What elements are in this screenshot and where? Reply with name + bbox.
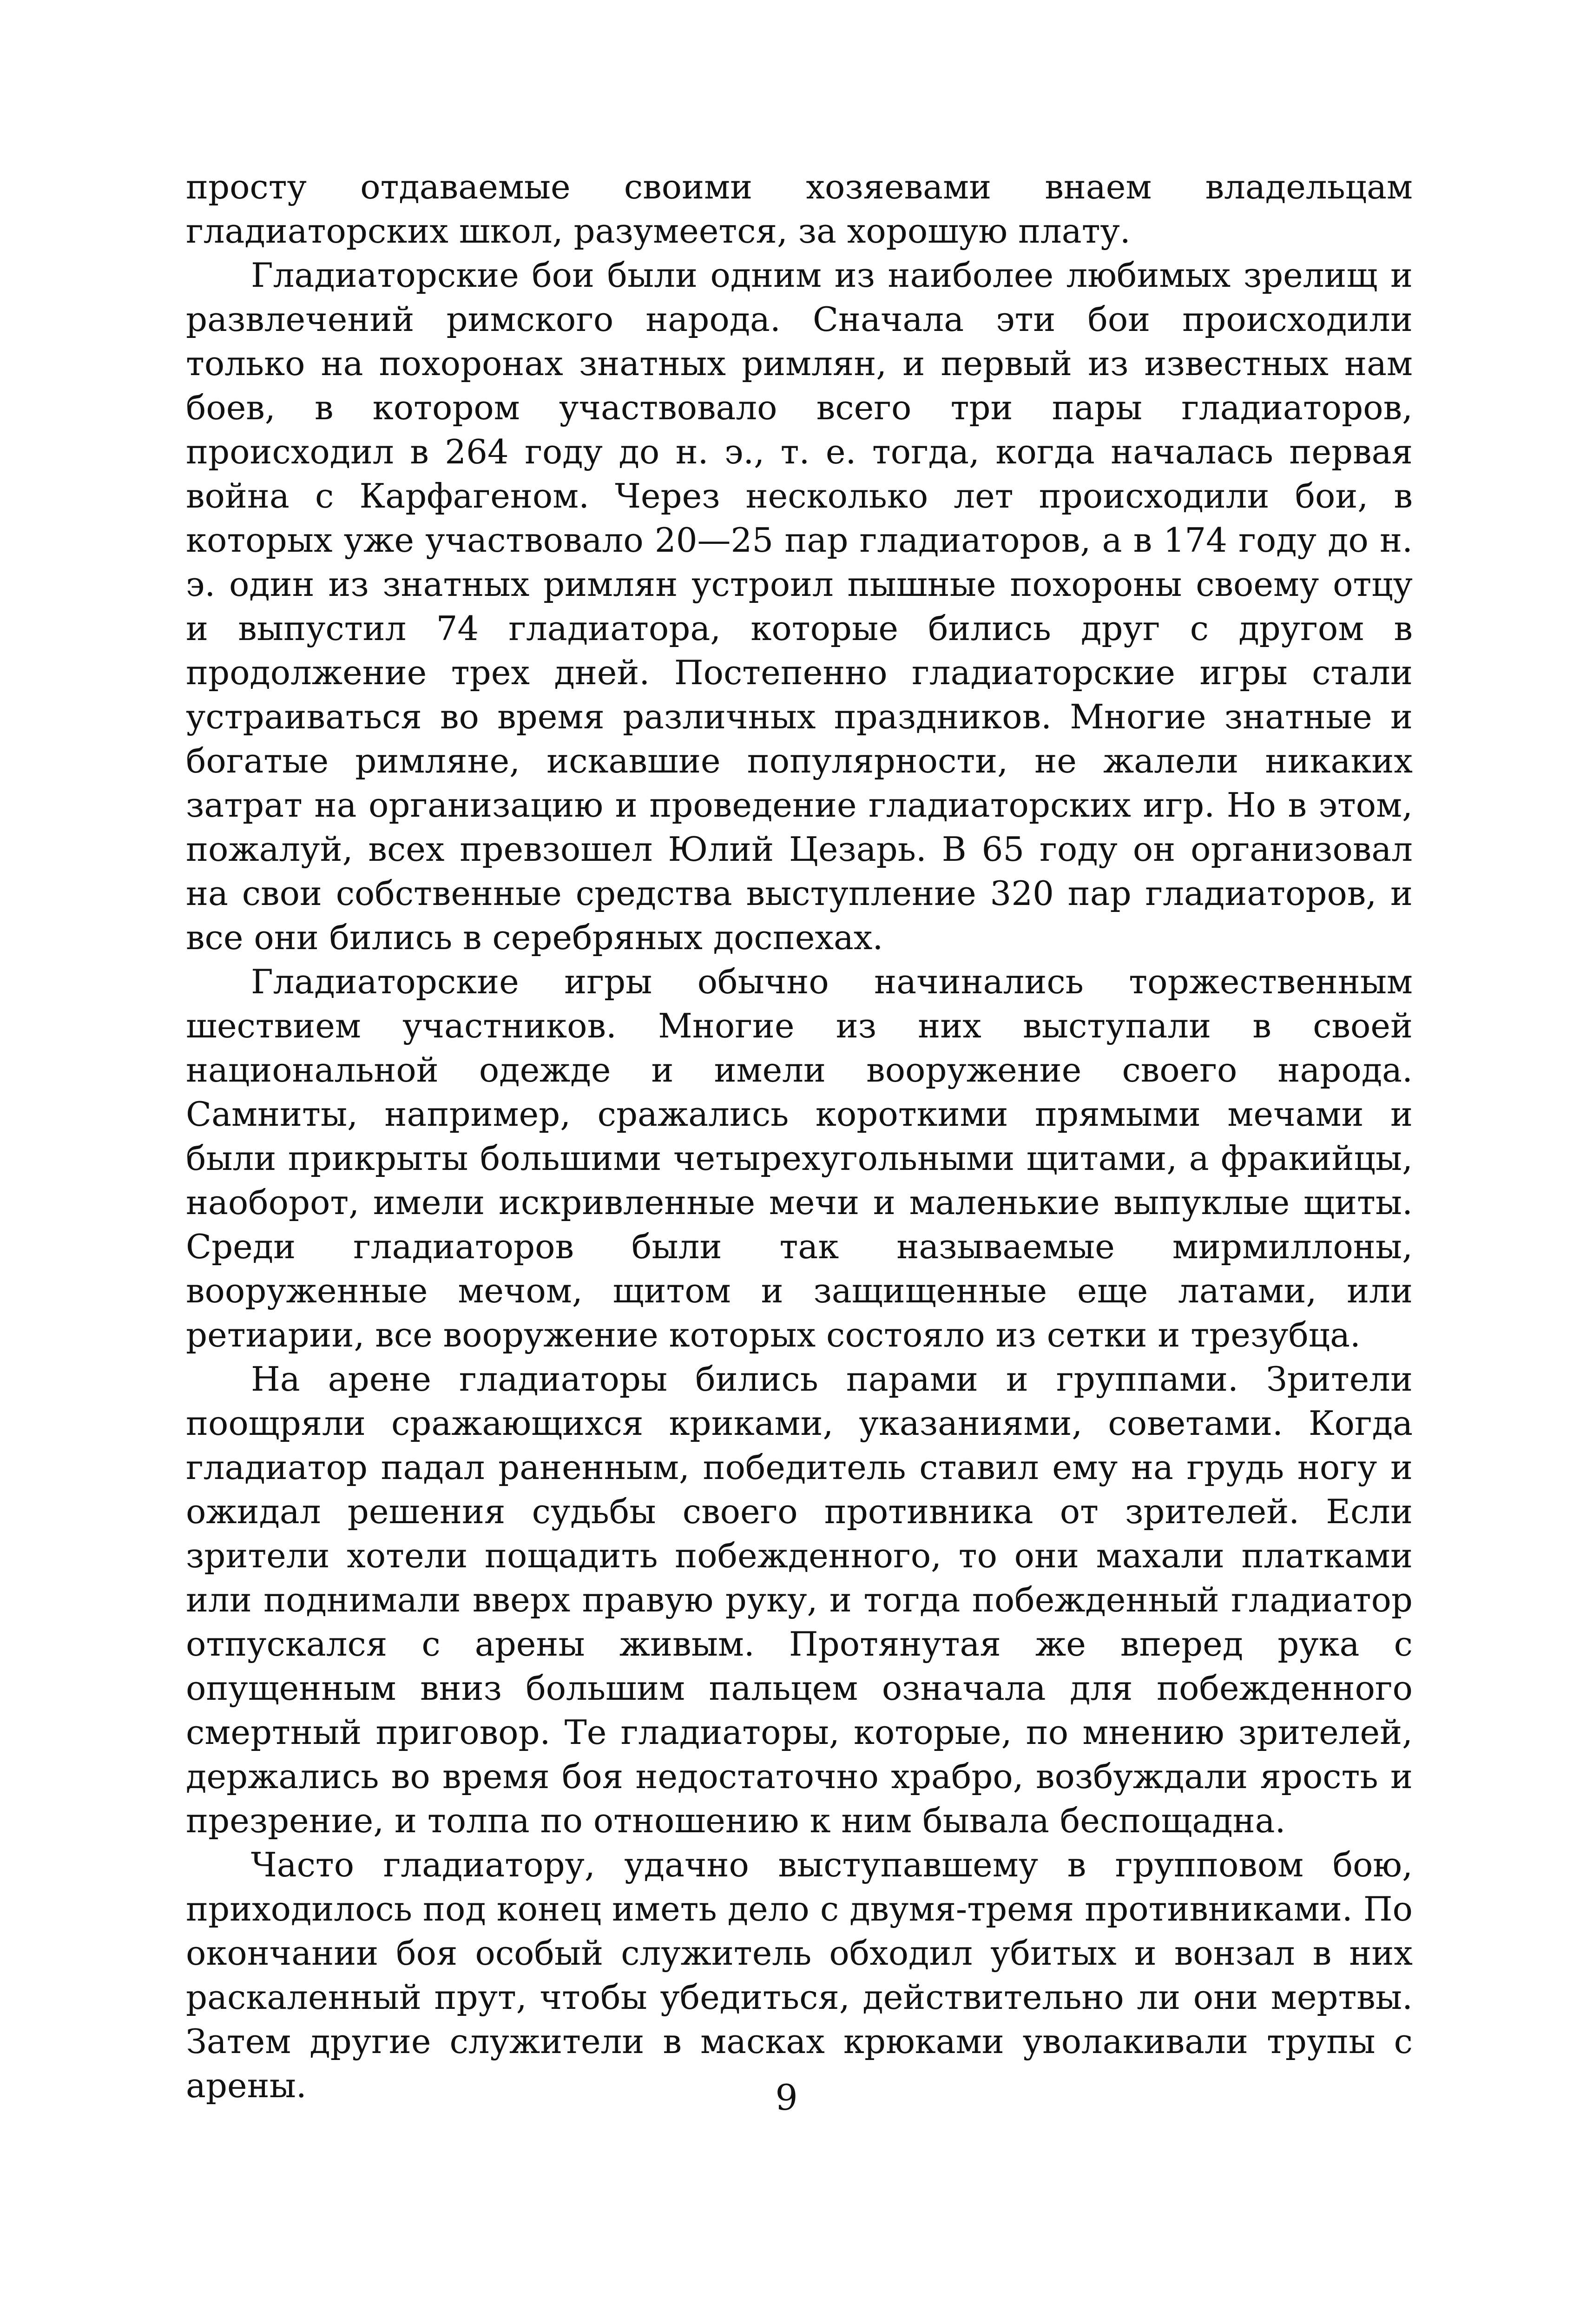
paragraph-continuation: просту отдаваемые своими хозяевами внаем владельцам гладиаторских школ, разумеется, за хорошую плату. [186, 167, 1413, 251]
paragraph-gladiator-games: Гладиаторские игры обычно начинались торжественным шествием участников. Многие из них выступали в своей национальной одежде и имели вооружение своего народа. Самниты, например, сражались короткими прямыми мечами и были прикрыты большими четырехугольными щитами, а фракийцы, наоборот, имели искривленные мечи и маленькие выпуклые щиты. Среди гладиаторов были так называемые мирмиллоны, вооруженные мечом, щитом и защищенные еще латами, или ретиарии, все вооружение которых состояло из сетки и трезубца. [186, 962, 1413, 1354]
page-number: 9 [775, 2077, 798, 2118]
paragraph-end-of-fight: Часто гладиатору, удачно выступавшему в групповом бою, приходилось под конец иметь дело с двумя-тремя противниками. По окончании боя особый служитель обходил убитых и вонзал в них раскаленный прут, чтобы убедиться, действительно ли они мертвы. Затем другие служители в масках крюками уволакивали трупы с арены. [186, 1845, 1413, 2105]
page-body-text [186, 165, 1413, 2108]
paragraph-gladiator-fights: Гладиаторские бои были одним из наиболее любимых зрелищ и развлечений римского народа. Сначала эти бои происходили только на похоронах знатных римлян, и первый из известных нам боев, в котором участвовало всего три пары гладиаторов, происходил в 264 году до н. э., т. е. тогда, когда началась первая война с Карфагеном. Через несколько лет происходили бои, в которых уже участвовало 20—25 пар гладиаторов, а в 174 году до н. э. один из знатных римлян устроил пышные похороны своему отцу и выпустил 74 гладиатора, которые бились друг с другом в продолжение трех дней. Постепенно гладиаторские игры стали устраиваться во время различных праздников. Многие знатные и богатые римляне, искавшие популярности, не жалели никаких затрат на организацию и проведение гладиаторских игр. Но в этом, пожалуй, всех превзошел Юлий Цезарь. В 65 году он организовал на свои собственные средства выступление 320 пар гладиаторов, и все они бились в серебряных доспехах. [186, 256, 1413, 957]
paragraph-arena: На арене гладиаторы бились парами и группами. Зрители поощряли сражающихся криками, указаниями, советами. Когда гладиатор падал раненным, победитель ставил ему на грудь ногу и ожидал решения судьбы своего противника от зрителей. Если зрители хотели пощадить побежденного, то они махали платками или поднимали вверх правую руку, и тогда побежденный гладиатор отпускался с арены живым. Протянутая же вперед рука с опущенным вниз большим пальцем означала для побежденного смертный приговор. Те гладиаторы, которые, по мнению зрителей, держались во время боя недостаточно храбро, возбуждали ярость и презрение, и толпа по отношению к ним бывала беспощадна. [186, 1360, 1413, 1840]
